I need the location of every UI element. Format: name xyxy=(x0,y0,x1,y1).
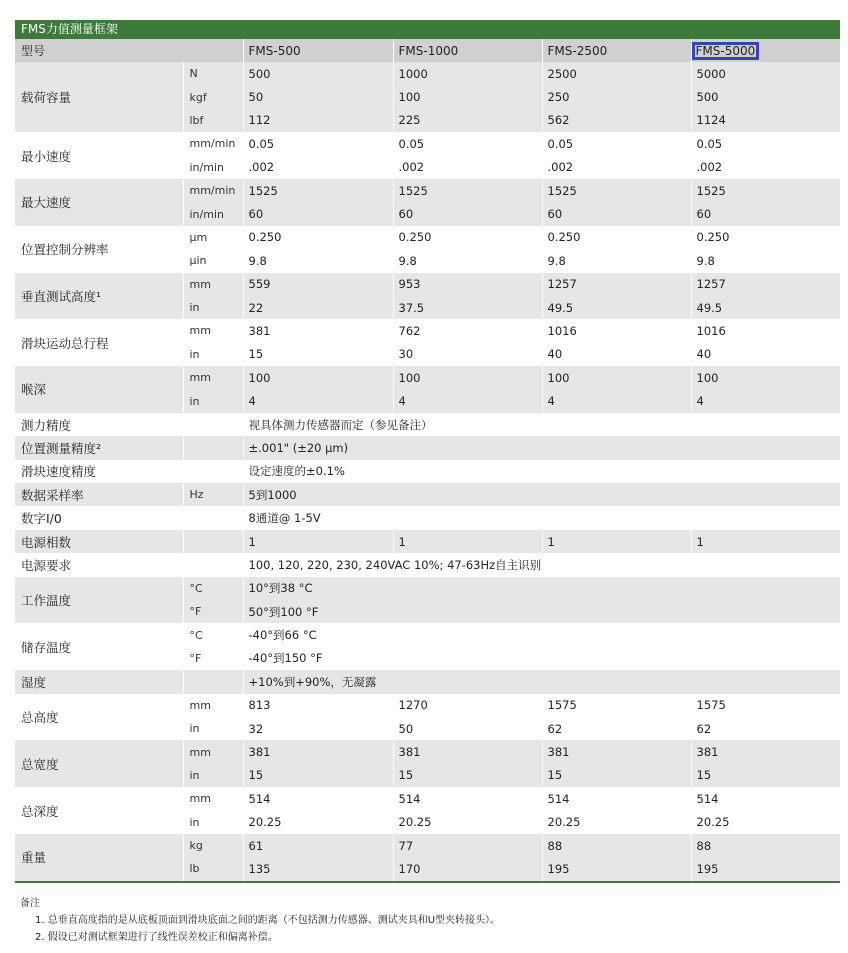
value-cell: 20.25 xyxy=(542,811,691,834)
model-header: FMS-500 xyxy=(243,39,393,62)
value-cell: 15 xyxy=(691,764,840,787)
unit-cell: mm xyxy=(183,787,243,810)
header-row xyxy=(15,39,840,62)
unit-cell: in xyxy=(183,764,243,787)
value-cell: 1 xyxy=(243,530,393,553)
value-cell: 60 xyxy=(542,202,691,225)
value-cell: 100 xyxy=(393,366,542,389)
value-cell: 1525 xyxy=(243,179,393,202)
row-label: 最小速度 xyxy=(15,132,183,179)
value-cell: 62 xyxy=(542,717,691,740)
value-cell: 250 xyxy=(542,85,691,108)
unit-cell xyxy=(183,670,243,693)
value-cell: 62 xyxy=(691,717,840,740)
table-row xyxy=(15,740,840,763)
value-cell: 50 xyxy=(393,717,542,740)
spanning-value-cell: -40°到150 °F xyxy=(243,647,840,670)
value-cell: 9.8 xyxy=(542,249,691,272)
row-label: 喉深 xyxy=(15,366,183,413)
value-cell: 4 xyxy=(691,389,840,412)
value-cell: 562 xyxy=(542,109,691,132)
unit-cell: lb xyxy=(183,857,243,880)
value-cell: 4 xyxy=(243,389,393,412)
unit-cell: kgf xyxy=(183,85,243,108)
value-cell: 37.5 xyxy=(393,296,542,319)
unit-cell: in/min xyxy=(183,202,243,225)
notes-heading: 备注 xyxy=(20,898,40,909)
row-label: 位置测量精度² xyxy=(15,436,183,459)
table-row xyxy=(15,577,840,600)
value-cell: 20.25 xyxy=(393,811,542,834)
value-cell: 61 xyxy=(243,834,393,857)
value-cell: 100 xyxy=(542,366,691,389)
value-cell: 0.05 xyxy=(393,132,542,155)
unit-cell: in xyxy=(183,343,243,366)
value-cell: 225 xyxy=(393,109,542,132)
value-cell: .002 xyxy=(243,156,393,179)
spanning-value-cell: 8通道@ 1-5V xyxy=(243,506,840,529)
row-label: 垂直测试高度¹ xyxy=(15,273,183,320)
unit-cell: mm xyxy=(183,273,243,296)
value-cell: 4 xyxy=(542,389,691,412)
value-cell: 381 xyxy=(691,740,840,763)
table-bottom-rule xyxy=(15,881,840,883)
unit-cell xyxy=(183,553,243,576)
spec-table xyxy=(15,39,840,881)
spanning-value-cell: 50°到100 °F xyxy=(243,600,840,623)
unit-cell: in xyxy=(183,811,243,834)
unit-cell: °C xyxy=(183,577,243,600)
row-label: 载荷容量 xyxy=(15,62,183,132)
unit-cell: mm xyxy=(183,694,243,717)
value-cell: 2500 xyxy=(542,62,691,85)
value-cell: 1016 xyxy=(691,319,840,342)
value-cell: 381 xyxy=(243,319,393,342)
value-cell: 135 xyxy=(243,857,393,880)
value-cell: .002 xyxy=(691,156,840,179)
value-cell: 88 xyxy=(542,834,691,857)
value-cell: 1016 xyxy=(542,319,691,342)
table-row xyxy=(15,787,840,810)
value-cell: 1257 xyxy=(542,273,691,296)
value-cell: 0.05 xyxy=(243,132,393,155)
note-item: 2. 假设已对测试框架进行了线性误差校正和偏离补偿。 xyxy=(35,932,278,943)
value-cell: 381 xyxy=(243,740,393,763)
table-row xyxy=(15,506,840,529)
table-row xyxy=(15,670,840,693)
unit-cell: μin xyxy=(183,249,243,272)
unit-cell: mm xyxy=(183,366,243,389)
row-label: 总深度 xyxy=(15,787,183,834)
table-row xyxy=(15,834,840,857)
table-row xyxy=(15,132,840,155)
value-cell: 32 xyxy=(243,717,393,740)
value-cell: 100 xyxy=(243,366,393,389)
value-cell: 0.05 xyxy=(691,132,840,155)
value-cell: 4 xyxy=(393,389,542,412)
table-row xyxy=(15,623,840,646)
unit-cell: Hz xyxy=(183,483,243,506)
table-row xyxy=(15,62,840,85)
value-cell: 500 xyxy=(243,62,393,85)
spanning-value-cell: 设定速度的±0.1% xyxy=(243,460,840,483)
value-cell: 762 xyxy=(393,319,542,342)
unit-cell: in xyxy=(183,717,243,740)
table-row xyxy=(15,366,840,389)
value-cell: 195 xyxy=(691,857,840,880)
value-cell: 559 xyxy=(243,273,393,296)
unit-cell: μm xyxy=(183,226,243,249)
spanning-value-cell: 100, 120, 220, 230, 240VAC 10%; 47-63Hz自主识别 xyxy=(243,553,840,576)
table-row xyxy=(15,553,840,576)
spanning-value-cell: +10%到+90%，无凝露 xyxy=(243,670,840,693)
value-cell: 0.250 xyxy=(393,226,542,249)
value-cell: 100 xyxy=(393,85,542,108)
row-label: 测力精度 xyxy=(15,413,183,436)
spanning-value-cell: 10°到38 °C xyxy=(243,577,840,600)
value-cell: 514 xyxy=(243,787,393,810)
unit-cell: °F xyxy=(183,600,243,623)
value-cell: 40 xyxy=(542,343,691,366)
value-cell: 100 xyxy=(691,366,840,389)
value-cell: 40 xyxy=(691,343,840,366)
value-cell: 1575 xyxy=(542,694,691,717)
value-cell: 514 xyxy=(393,787,542,810)
note-item: 1. 总垂直高度指的是从底板顶面到滑块底面之间的距离（不包括测力传感器、测试夹具和U型夹转接头）。 xyxy=(35,915,501,926)
unit-cell xyxy=(183,506,243,529)
value-cell: 0.05 xyxy=(542,132,691,155)
table-row xyxy=(15,413,840,436)
header-label: 型号 xyxy=(15,39,243,62)
value-cell: 60 xyxy=(393,202,542,225)
row-label: 滑块运动总行程 xyxy=(15,319,183,366)
value-cell: 15 xyxy=(393,764,542,787)
notes xyxy=(20,895,500,946)
unit-cell: mm xyxy=(183,319,243,342)
spanning-value-cell: 视具体测力传感器而定（参见备注） xyxy=(243,413,840,436)
unit-cell xyxy=(183,436,243,459)
value-cell: 1257 xyxy=(691,273,840,296)
row-label: 总高度 xyxy=(15,694,183,741)
unit-cell: °C xyxy=(183,623,243,646)
model-header-highlighted xyxy=(691,39,840,62)
value-cell: 30 xyxy=(393,343,542,366)
highlight-box: FMS-5000 xyxy=(692,42,760,60)
value-cell: 9.8 xyxy=(393,249,542,272)
value-cell: 1575 xyxy=(691,694,840,717)
value-cell: 88 xyxy=(691,834,840,857)
spec-sheet xyxy=(15,20,840,883)
unit-cell: in/min xyxy=(183,156,243,179)
table-row xyxy=(15,226,840,249)
value-cell: 1000 xyxy=(393,62,542,85)
row-label: 总宽度 xyxy=(15,740,183,787)
spanning-value-cell: ±.001" (±20 μm) xyxy=(243,436,840,459)
value-cell: 60 xyxy=(243,202,393,225)
value-cell: 1525 xyxy=(542,179,691,202)
value-cell: 50 xyxy=(243,85,393,108)
value-cell: 77 xyxy=(393,834,542,857)
table-row xyxy=(15,179,840,202)
value-cell: 953 xyxy=(393,273,542,296)
unit-cell: mm/min xyxy=(183,179,243,202)
value-cell: 195 xyxy=(542,857,691,880)
unit-cell: lbf xyxy=(183,109,243,132)
value-cell: 15 xyxy=(243,343,393,366)
value-cell: 112 xyxy=(243,109,393,132)
table-row xyxy=(15,530,840,553)
value-cell: 60 xyxy=(691,202,840,225)
model-header: FMS-2500 xyxy=(542,39,691,62)
value-cell: .002 xyxy=(542,156,691,179)
value-cell: 0.250 xyxy=(691,226,840,249)
value-cell: 500 xyxy=(691,85,840,108)
unit-cell: N xyxy=(183,62,243,85)
unit-cell xyxy=(183,413,243,436)
value-cell: 1124 xyxy=(691,109,840,132)
value-cell: 20.25 xyxy=(243,811,393,834)
value-cell: 20.25 xyxy=(691,811,840,834)
unit-cell xyxy=(183,460,243,483)
row-label: 湿度 xyxy=(15,670,183,693)
value-cell: 0.250 xyxy=(243,226,393,249)
unit-cell: mm/min xyxy=(183,132,243,155)
row-label: 电源要求 xyxy=(15,553,183,576)
value-cell: 15 xyxy=(542,764,691,787)
value-cell: 1 xyxy=(691,530,840,553)
table-row xyxy=(15,483,840,506)
value-cell: 514 xyxy=(691,787,840,810)
value-cell: 9.8 xyxy=(243,249,393,272)
value-cell: 1 xyxy=(542,530,691,553)
row-label: 工作温度 xyxy=(15,577,183,624)
value-cell: 1525 xyxy=(691,179,840,202)
value-cell: 0.250 xyxy=(542,226,691,249)
value-cell: 514 xyxy=(542,787,691,810)
value-cell: 1 xyxy=(393,530,542,553)
table-row xyxy=(15,436,840,459)
value-cell: 49.5 xyxy=(542,296,691,319)
row-label: 电源相数 xyxy=(15,530,183,553)
table-title: FMS力值测量框架 xyxy=(15,20,840,39)
model-header: FMS-1000 xyxy=(393,39,542,62)
row-label: 滑块速度精度 xyxy=(15,460,183,483)
unit-cell: mm xyxy=(183,740,243,763)
unit-cell: in xyxy=(183,296,243,319)
value-cell: 1525 xyxy=(393,179,542,202)
unit-cell: °F xyxy=(183,647,243,670)
value-cell: 813 xyxy=(243,694,393,717)
value-cell: .002 xyxy=(393,156,542,179)
unit-cell: in xyxy=(183,389,243,412)
value-cell: 381 xyxy=(393,740,542,763)
value-cell: 15 xyxy=(243,764,393,787)
table-row xyxy=(15,319,840,342)
value-cell: 5000 xyxy=(691,62,840,85)
row-label: 重量 xyxy=(15,834,183,881)
value-cell: 1270 xyxy=(393,694,542,717)
row-label: 数字I/0 xyxy=(15,506,183,529)
spanning-value-cell: 5到1000 xyxy=(243,483,840,506)
row-label: 位置控制分辨率 xyxy=(15,226,183,273)
value-cell: 49.5 xyxy=(691,296,840,319)
row-label: 数据采样率 xyxy=(15,483,183,506)
unit-cell xyxy=(183,530,243,553)
value-cell: 381 xyxy=(542,740,691,763)
table-row xyxy=(15,460,840,483)
unit-cell: kg xyxy=(183,834,243,857)
spanning-value-cell: -40°到66 °C xyxy=(243,623,840,646)
row-label: 最大速度 xyxy=(15,179,183,226)
row-label: 储存温度 xyxy=(15,623,183,670)
value-cell: 9.8 xyxy=(691,249,840,272)
value-cell: 22 xyxy=(243,296,393,319)
value-cell: 170 xyxy=(393,857,542,880)
table-row xyxy=(15,694,840,717)
table-row xyxy=(15,273,840,296)
